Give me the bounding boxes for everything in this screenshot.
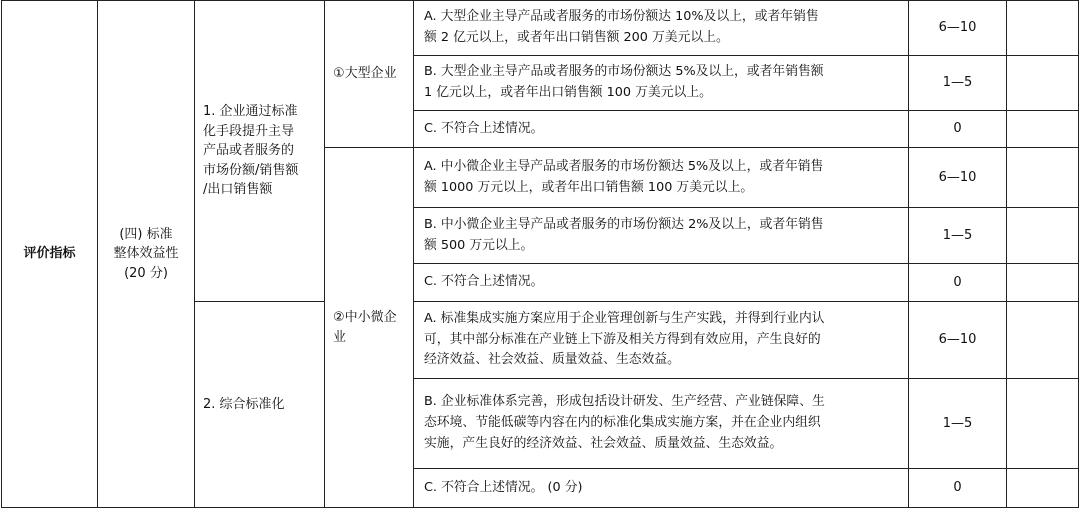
criteria-line: 额 1000 万元以上，或者年出口销售额 100 万美元以上。 xyxy=(424,179,754,195)
score-cell: 0 xyxy=(909,264,1007,302)
score-cell: 0 xyxy=(909,111,1007,148)
enterprise-type-label: ①大型企业 xyxy=(333,66,397,82)
blank-cell xyxy=(1007,469,1079,508)
item-title-line: 2. 综合标准化 xyxy=(203,396,285,412)
blank-cell xyxy=(1007,208,1079,264)
item-title-line: 1. 企业通过标准 xyxy=(203,104,298,120)
score-cell: 1—5 xyxy=(909,56,1007,111)
table-row xyxy=(2,1,1079,56)
item-title-cell xyxy=(195,1,325,302)
criteria-cell xyxy=(414,56,909,111)
score-cell: 0 xyxy=(909,469,1007,508)
criteria-line: A. 中小微企业主导产品或者服务的市场份额达 5%及以上，或者年销售 xyxy=(424,158,824,174)
blank-cell xyxy=(1007,1,1079,56)
blank-cell xyxy=(1007,264,1079,302)
criteria-line: C. 不符合上述情况。 xyxy=(424,274,544,290)
enterprise-type-cell xyxy=(325,148,414,508)
blank-cell xyxy=(1007,111,1079,148)
criteria-cell xyxy=(414,264,909,302)
subcategory-line: (20 分) xyxy=(124,265,168,281)
criteria-line: 额 500 万元以上。 xyxy=(424,237,534,253)
criteria-line: 经济效益、社会效益、质量效益、生态效益。 xyxy=(424,352,680,368)
criteria-cell xyxy=(414,1,909,56)
criteria-line: B. 大型企业主导产品或者服务的市场份额达 5%及以上，或者年销售额 xyxy=(424,64,824,80)
criteria-line: 可，其中部分标准在产业链上下游及相关方得到有效应用，产生良好的 xyxy=(424,331,821,347)
score-cell: 6—10 xyxy=(909,148,1007,208)
criteria-line: C. 不符合上述情况。 (0 分) xyxy=(424,479,583,495)
criteria-line: B. 中小微企业主导产品或者服务的市场份额达 2%及以上，或者年销售 xyxy=(424,216,824,232)
subcategory-cell xyxy=(98,1,195,508)
item-title-cell xyxy=(195,302,325,508)
item-title-line: 化手段提升主导 xyxy=(203,123,295,139)
blank-cell xyxy=(1007,302,1079,379)
score-cell: 6—10 xyxy=(909,1,1007,56)
evaluation-criteria-table xyxy=(1,0,1079,508)
criteria-line: 额 2 亿元以上，或者年出口销售额 200 万美元以上。 xyxy=(424,30,729,45)
blank-cell xyxy=(1007,56,1079,111)
blank-cell xyxy=(1007,148,1079,208)
criteria-cell xyxy=(414,208,909,264)
criteria-line: 实施，产生良好的经济效益、社会效益、质量效益、生态效益。 xyxy=(424,435,783,451)
criteria-line: A. 标准集成实施方案应用于企业管理创新与生产实践，并得到行业内认 xyxy=(424,310,825,326)
criteria-cell xyxy=(414,469,909,508)
criteria-line: 态环境、节能低碳等内容在内的标准化集成实施方案，并在企业内组织 xyxy=(424,415,821,431)
score-cell: 1—5 xyxy=(909,208,1007,264)
criteria-line: C. 不符合上述情况。 xyxy=(424,120,544,136)
blank-cell xyxy=(1007,379,1079,469)
criteria-cell xyxy=(414,379,909,469)
category-cell xyxy=(2,1,98,508)
criteria-cell xyxy=(414,302,909,379)
subcategory-line: 整体效益性 xyxy=(113,246,179,262)
score-cell: 6—10 xyxy=(909,302,1007,379)
criteria-cell xyxy=(414,111,909,148)
category-label: 评价指标 xyxy=(23,246,76,262)
item-title-line: 产品或者服务的 xyxy=(203,143,295,159)
item-title-line: /出口销售额 xyxy=(203,182,273,198)
criteria-cell xyxy=(414,148,909,208)
enterprise-type-label: 业 xyxy=(333,329,347,345)
enterprise-type-label: ②中小微企 xyxy=(333,310,397,325)
score-cell: 1—5 xyxy=(909,379,1007,469)
criteria-line: B. 企业标准体系完善，形成包括设计研发、生产经营、产业链保障、生 xyxy=(424,394,825,410)
subcategory-line: (四) 标准 xyxy=(119,226,173,242)
item-title-line: 市场份额/销售额 xyxy=(203,162,299,178)
enterprise-type-cell xyxy=(325,1,414,148)
criteria-line: A. 大型企业主导产品或者服务的市场份额达 10%及以上，或者年销售 xyxy=(424,9,819,25)
criteria-line: 1 亿元以上，或者年出口销售额 100 万美元以上。 xyxy=(424,85,712,100)
